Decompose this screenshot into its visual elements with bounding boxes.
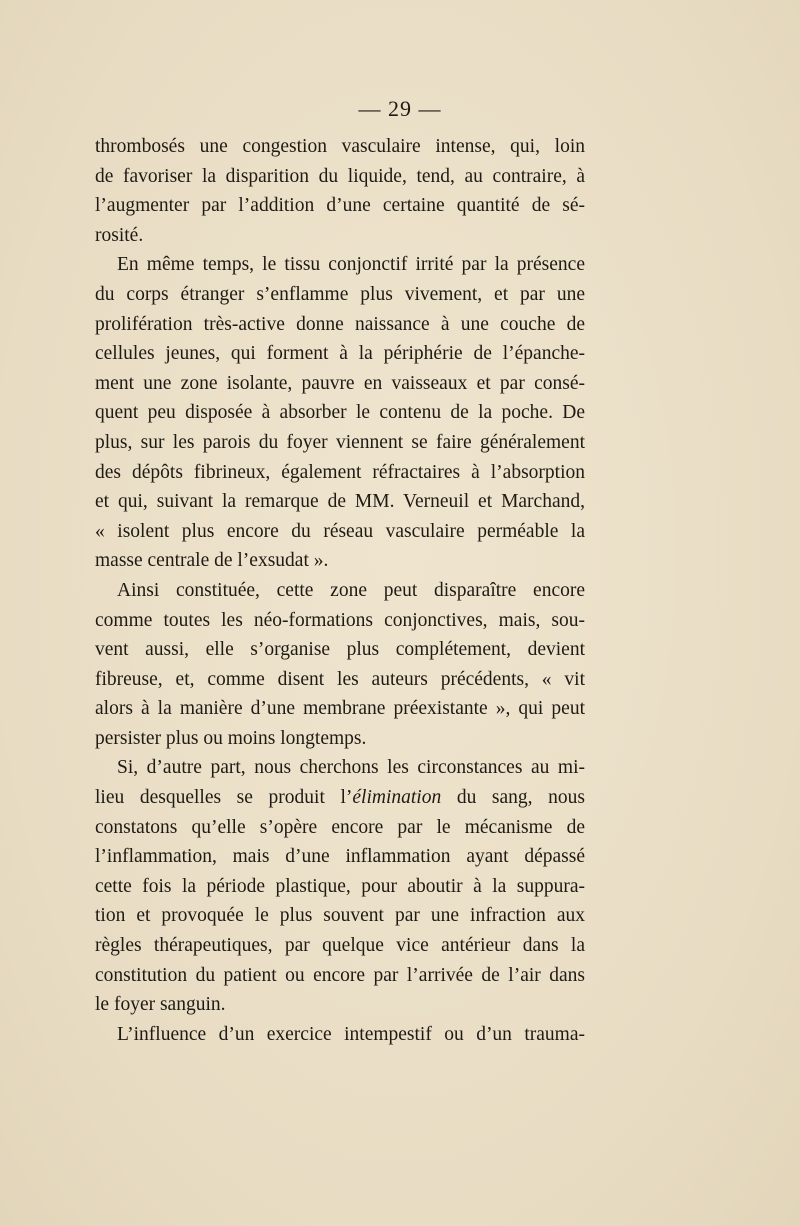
text-line: vent aussi, elle s’organise plus complétement, devient (95, 639, 585, 661)
text-line: l’augmenter par l’addition d’une certaine quantité de sé- (95, 195, 585, 217)
text-line: masse centrale de l’exsudat ». (95, 550, 329, 572)
text-line: des dépôts fibrineux, également réfractaires à l’absorption (95, 461, 585, 483)
text-line: de favoriser la disparition du liquide, tend, au contraire, à (95, 165, 585, 187)
body-text (95, 132, 585, 1049)
page-number: — 29 — (358, 96, 442, 121)
text-segment: du sang, nous (441, 787, 585, 809)
text-line: prolifération très-active donne naissance à une couche de (95, 313, 585, 335)
text-segment: lieu desquelles se produit l’ (95, 787, 353, 809)
text-line: Ainsi constituée, cette zone peut disparaître encore (117, 579, 585, 601)
text-line: persister plus ou moins longtemps. (95, 727, 367, 749)
text-line: règles thérapeutiques, par quelque vice antérieur dans la (95, 935, 585, 957)
text-line: le foyer sanguin. (95, 994, 226, 1016)
emphasized-word: élimination (352, 787, 442, 809)
text-line: du corps étranger s’enflamme plus vivement, et par une (95, 283, 585, 305)
text-line: L’influence d’un exercice intempestif ou d’un trauma- (117, 1023, 585, 1045)
text-line: comme toutes les néo-formations conjonctives, mais, sou- (95, 609, 585, 631)
text-line: ment une zone isolante, pauvre en vaisseaux et par consé- (95, 372, 585, 394)
text-line: alors à la manière d’une membrane préexistante », qui peut (95, 698, 585, 720)
text-line: rosité. (95, 224, 144, 246)
text-line: et qui, suivant la remarque de MM. Verneuil et Marchand, (95, 491, 585, 513)
text-line: « isolent plus encore du réseau vasculaire perméable la (95, 520, 585, 542)
text-line: cette fois la période plastique, pour aboutir à la suppura- (95, 875, 585, 897)
text-line: cellules jeunes, qui forment à la périphérie de l’épanche- (95, 343, 585, 365)
text-line: quent peu disposée à absorber le contenu de la poche. De (95, 402, 585, 424)
text-line (95, 783, 585, 813)
text-line: constatons qu’elle s’opère encore par le mécanisme de (95, 816, 585, 838)
text-line: thrombosés une congestion vasculaire intense, qui, loin (95, 136, 585, 157)
text-line: fibreuse, et, comme disent les auteurs précédents, « vit (95, 668, 585, 690)
text-line: Si, d’autre part, nous cherchons les circonstances au mi- (117, 757, 585, 779)
text-line: constitution du patient ou encore par l’arrivée de l’air dans (95, 964, 585, 986)
text-line: plus, sur les parois du foyer viennent se faire généralement (95, 431, 585, 453)
text-line: tion et provoquée le plus souvent par une infraction aux (95, 905, 585, 927)
text-line: l’inflammation, mais d’une inflammation ayant dépassé (95, 846, 585, 868)
text-line: En même temps, le tissu conjonctif irrité par la présence (117, 254, 585, 276)
